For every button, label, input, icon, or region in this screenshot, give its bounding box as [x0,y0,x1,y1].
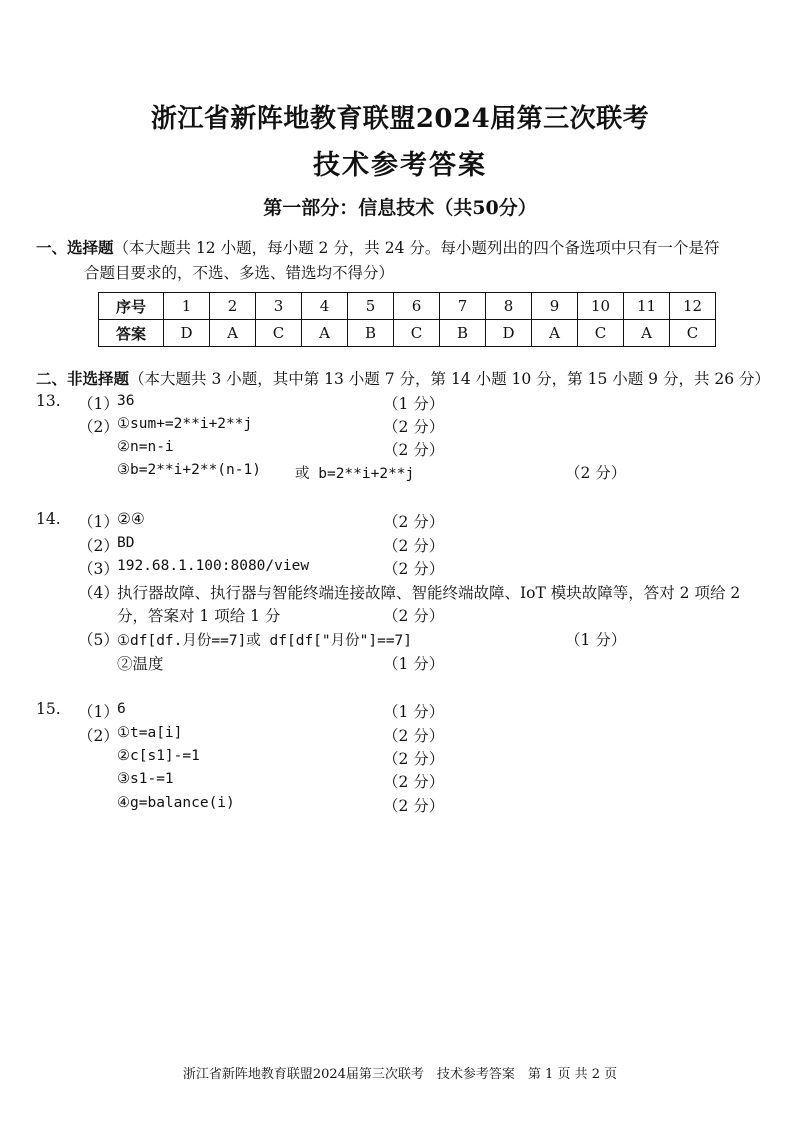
q15-p2-answer3: ③s1-=1 [117,771,174,787]
q14-p3-label: （3） [78,560,119,578]
q14-p1-answer: ②④ [117,510,145,528]
q14-p1-score: （2 分） [383,513,445,531]
q15-p2-score2: （2 分） [383,750,445,768]
section2-label: 二、非选择题 [36,369,130,388]
page-footer: 浙江省新阵地教育联盟2024届第三次联考 技术参考答案 第 1 页 共 2 页 [182,1067,618,1082]
table-answer-cell: D [164,320,210,347]
table-answer-cell: A [532,320,578,347]
answer-table-answer-row [99,320,716,347]
q15-p1-score: （1 分） [383,703,445,721]
table-number-cell: 4 [302,293,348,320]
table-header-label: 序号 [99,293,164,320]
q14-p2-answer: BD [117,535,135,551]
table-answer-cell: D [486,320,532,347]
q13-p2-label: （2） [78,418,119,436]
table-answer-cell: C [256,320,302,347]
section2-desc: （本大题共 3 小题，其中第 13 小题 7 分，第 14 小题 10 分，第 15 小题 9 分，共 26 分） [129,370,771,388]
q14-p5-score2: （1 分） [383,655,445,673]
q13-p2-answer2: ②n=n-i [117,439,174,455]
table-number-cell: 6 [394,293,440,320]
q14-p5-answer1: ①df[df.月份==7]或 df[df["月份"]==7] [117,633,413,649]
q13-p2-answer3: ③b=2**i+2**(n-1) [117,462,261,478]
q14-p3-answer: 192.68.1.100:8080/view [117,558,310,574]
section1-desc-cont: 合题目要求的，不选、多选、错选均不得分） [84,264,395,282]
section1-heading [36,236,719,258]
q14-p3-score: （2 分） [383,560,445,578]
q13-p2-score3: （2 分） [565,464,627,482]
q15-p2-score4: （2 分） [383,797,445,815]
section2-heading [36,367,770,389]
q14-p4-score: （2 分） [383,607,445,625]
q15-number: 15. [36,700,61,718]
table-answer-cell: B [348,320,394,347]
q15-p1-answer: 6 [117,701,126,717]
q15-p2-label: （2） [78,727,119,745]
q14-p5-score1: （1 分） [565,631,627,649]
table-answer-cell: C [578,320,624,347]
q13-p2-score1: （2 分） [383,418,445,436]
table-number-cell: 5 [348,293,394,320]
part-heading: 第一部分：信息技术（共50分） [263,197,537,219]
q14-p1-label: （1） [78,513,119,531]
q14-p5-label: （5） [78,631,119,649]
table-number-cell: 7 [440,293,486,320]
table-answer-cell: C [670,320,716,347]
table-number-cell: 2 [210,293,256,320]
q13-p2-answer3-alt: 或 b=2**i+2**j [295,466,415,482]
q13-p1-answer: 36 [117,393,135,409]
table-number-cell: 9 [532,293,578,320]
table-number-cell: 11 [624,293,670,320]
q15-p2-answer2: ②c[s1]-=1 [117,748,200,764]
q15-p1-label: （1） [78,703,119,721]
section1-desc: （本大题共 12 小题，每小题 2 分，共 24 分。每小题列出的四个备选项中只有一个是符 [113,239,720,257]
document-title: 浙江省新阵地教育联盟2024届第三次联考 [150,104,650,134]
section1-label: 一、选择题 [36,238,114,257]
table-number-cell: 8 [486,293,532,320]
q14-p5-answer2: ②温度 [117,655,164,673]
table-answer-cell: A [210,320,256,347]
q14-p2-score: （2 分） [383,537,445,555]
table-number-cell: 1 [164,293,210,320]
q14-p2-label: （2） [78,537,119,555]
document-subtitle: 技术参考答案 [313,150,487,181]
q14-p4-answer-cont: 分，答案对 1 项给 1 分 [117,607,281,625]
table-number-cell: 12 [670,293,716,320]
q13-p1-score: （1 分） [383,395,445,413]
q13-p2-score2: （2 分） [383,441,445,459]
q14-p4-label: （4） [78,584,119,602]
table-answer-cell: A [624,320,670,347]
table-answer-label: 答案 [99,320,164,347]
q14-p4-answer: 执行器故障、执行器与智能终端连接故障、智能终端故障、IoT 模块故障等，答对 2 项给 2 [117,584,741,602]
table-answer-cell: A [302,320,348,347]
q13-p1-label: （1） [78,395,119,413]
answer-table [98,292,716,347]
table-answer-cell: B [440,320,486,347]
table-number-cell: 10 [578,293,624,320]
q14-number: 14. [36,510,61,528]
q13-p2-answer1: ①sum+=2**i+2**j [117,416,253,432]
q15-p2-answer4: ④g=balance(i) [117,795,235,811]
answer-table-number-row [99,293,716,320]
table-number-cell: 3 [256,293,302,320]
q13-number: 13. [36,392,61,410]
q15-p2-score3: （2 分） [383,773,445,791]
table-answer-cell: C [394,320,440,347]
q15-p2-answer1: ①t=a[i] [117,725,183,741]
q15-p2-score1: （2 分） [383,727,445,745]
